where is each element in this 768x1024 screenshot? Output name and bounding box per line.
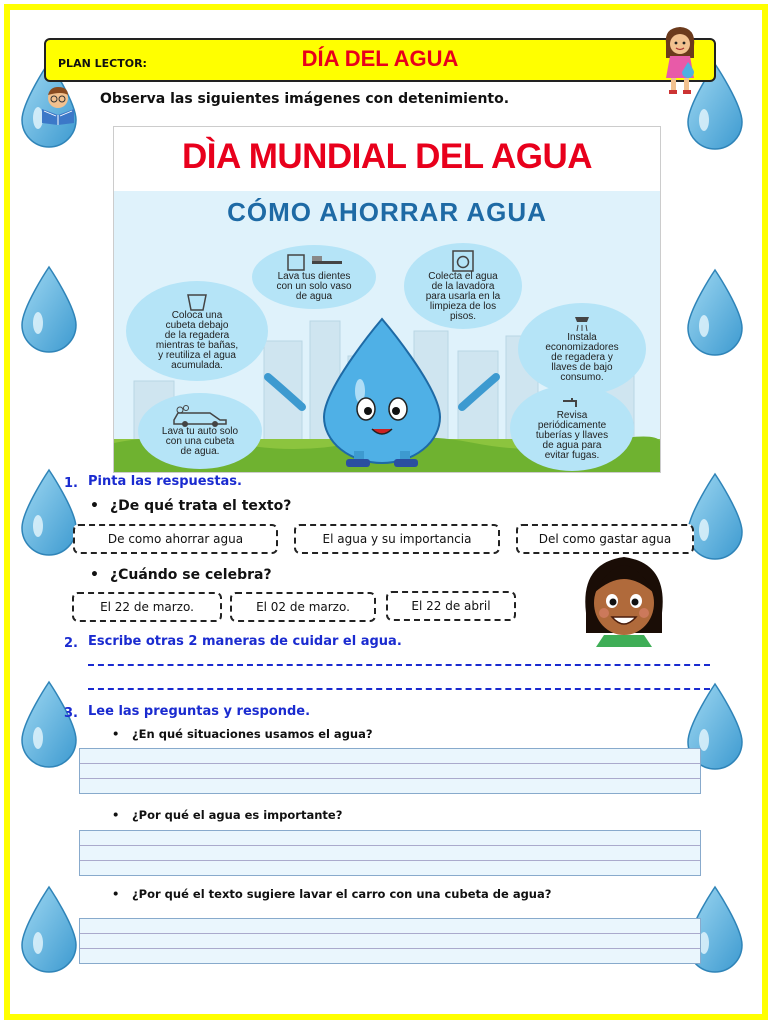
sub-question: ¿Por qué el texto sugiere lavar el carro con una cubeta de agua?: [132, 887, 552, 901]
tip-line: Instala: [567, 332, 597, 343]
plan-label: PLAN LECTOR:: [58, 57, 147, 70]
poster-subtitle: CÓMO AHORRAR AGUA: [227, 197, 547, 227]
tip-line: pisos.: [449, 311, 477, 322]
answer-option[interactable]: El 02 de marzo.: [230, 592, 376, 622]
water-drop-icon: [684, 268, 746, 358]
answer-option[interactable]: Del como gastar agua: [516, 524, 694, 554]
tip-line: cubeta debajo: [165, 320, 229, 331]
answer-row[interactable]: [80, 831, 700, 846]
tip-line: Revisa: [556, 410, 588, 421]
sub-question: ¿En qué situaciones usamos el agua?: [132, 727, 373, 741]
shower-icon: [569, 315, 595, 333]
tip-bubble: [510, 385, 634, 471]
tip-line: periódicamente: [537, 420, 607, 431]
bullet-dot: •: [112, 808, 120, 822]
tip-line: llaves de bajo: [551, 362, 613, 373]
tip-bubble: [252, 245, 376, 309]
tip-line: consumo.: [560, 372, 604, 383]
tip-line: de regadera y: [551, 352, 613, 363]
tip-line: evitar fugas.: [544, 450, 600, 461]
answer-row[interactable]: [80, 764, 700, 779]
poster-image: [113, 126, 661, 473]
answer-row[interactable]: [80, 846, 700, 861]
sub-question: ¿Por qué el agua es importante?: [132, 808, 343, 822]
water-drop-mascot-icon: [262, 317, 502, 467]
answer-option[interactable]: El agua y su importancia: [294, 524, 500, 554]
answer-box[interactable]: [79, 748, 701, 794]
question-title: Lee las preguntas y responde.: [88, 704, 311, 719]
tip-line: limpieza de los: [429, 301, 497, 312]
bucket-icon: [184, 291, 210, 311]
tip-line: Lava tus dientes: [277, 271, 351, 282]
boy-reading-icon: [36, 85, 80, 125]
water-drop-icon: [18, 885, 80, 975]
sub-question: ¿De qué trata el texto?: [110, 498, 292, 514]
bullet-dot: •: [90, 567, 99, 583]
tip-line: de la lavadora: [431, 281, 495, 292]
sub-question: ¿Cuándo se celebra?: [110, 567, 272, 583]
answer-row[interactable]: [80, 779, 700, 793]
poster-title: DÌA MUNDIAL DEL AGUA: [114, 127, 660, 191]
tip-line: de agua: [295, 291, 333, 302]
answer-row[interactable]: [80, 919, 700, 934]
tip-bubble: [518, 303, 646, 395]
tip-line: tuberías y llaves: [535, 430, 609, 441]
question-number: 1.: [64, 476, 78, 491]
bullet-dot: •: [112, 727, 120, 741]
tip-line: de la regadera: [164, 330, 230, 341]
question-title: Escribe otras 2 maneras de cuidar el agua.: [88, 634, 402, 649]
tip-line: Lava tu auto solo: [161, 426, 239, 437]
bullet-dot: •: [112, 887, 120, 901]
girl-holding-drop-icon: [656, 24, 704, 96]
washing-machine-icon: [450, 250, 476, 272]
tip-bubble: [138, 393, 262, 469]
instruction-text: Observa las siguientes imágenes con detenimiento.: [100, 91, 510, 107]
answer-row[interactable]: [80, 749, 700, 764]
tip-line: con una cubeta: [165, 436, 235, 447]
question-number: 3.: [64, 706, 78, 721]
water-drop-icon: [18, 680, 80, 770]
answer-option[interactable]: El 22 de marzo.: [72, 592, 222, 622]
faucet-icon: [560, 395, 584, 411]
tip-line: economizadores: [545, 342, 619, 353]
answer-row[interactable]: [80, 934, 700, 949]
tip-line: mientras te bañas,: [155, 340, 239, 351]
answer-option[interactable]: De como ahorrar agua: [73, 524, 278, 554]
tip-line: de agua.: [180, 446, 220, 457]
bullet-dot: •: [90, 498, 99, 514]
tip-line: acumulada.: [171, 360, 223, 371]
smiling-girl-face-icon: [578, 553, 670, 647]
tip-line: y reutiliza el agua: [158, 350, 236, 361]
tip-line: de agua para: [542, 440, 602, 451]
answer-option[interactable]: El 22 de abril: [386, 591, 516, 621]
tip-bubble: [126, 281, 268, 381]
answer-line[interactable]: [88, 664, 710, 666]
car-wash-icon: [170, 405, 230, 427]
header-bar: [44, 38, 716, 82]
answer-row[interactable]: [80, 861, 700, 875]
glass-toothbrush-icon: [284, 252, 344, 272]
answer-line[interactable]: [88, 688, 710, 690]
tip-line: Colecta el agua: [428, 271, 498, 282]
question-number: 2.: [64, 636, 78, 651]
tip-line: Coloca una: [171, 310, 223, 321]
question-title: Pinta las respuestas.: [88, 474, 242, 489]
answer-row[interactable]: [80, 949, 700, 963]
page-title: DÍA DEL AGUA: [301, 46, 459, 71]
tip-line: con un solo vaso: [276, 281, 352, 292]
answer-box[interactable]: [79, 830, 701, 876]
answer-box[interactable]: [79, 918, 701, 964]
tip-line: para usarla en la: [425, 291, 501, 302]
water-drop-icon: [18, 265, 80, 355]
